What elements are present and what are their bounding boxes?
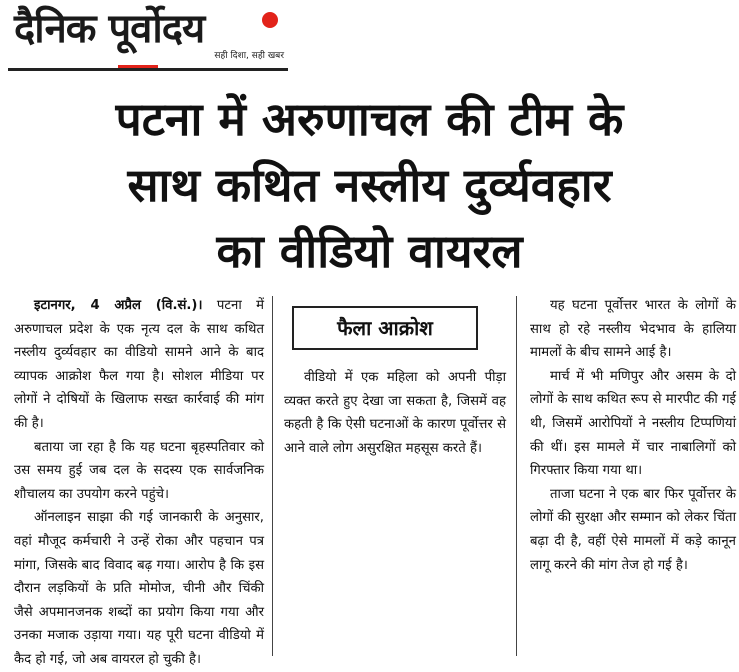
headline-line-3: का वीडियो वायरल xyxy=(216,224,523,278)
article-paragraph: ताजा घटना ने एक बार फिर पूर्वोत्तर के लोगों की सुरक्षा और सम्मान को लेकर चिंता बढ़ा दी है, वहीं ऐसे मामलों में कड़े कानून लागू करने की मांग तेज हो गई है। xyxy=(530,486,736,573)
column-divider xyxy=(272,296,273,656)
article-paragraph: मार्च में भी मणिपुर और असम के दो लोगों के साथ कथित रूप से मारपीट की गई थी, जिसमें आरोपियों ने नस्लीय टिप्पणियां की थीं। इस मामले में चार नाबालिगों को गिरफ्तार किया गया था। xyxy=(530,368,736,479)
article-paragraph: बताया जा रहा है कि यह घटना बृहस्पतिवार को उस समय हुई जब दल के सदस्य एक सार्वजनिक शौचालय का उपयोग करने पहुंचे। xyxy=(14,439,264,502)
newspaper-name: दैनिक पूर्वोदय xyxy=(14,6,205,52)
column-divider xyxy=(516,296,517,656)
article-paragraph: वीडियो में एक महिला को अपनी पीड़ा व्यक्त करते हुए देखा जा सकता है, जिसमें वह कहती है कि ऐसी घटनाओं के कारण पूर्वोत्तर से आने वाले लोग असुरक्षित महसूस करते हैं। xyxy=(284,370,506,456)
masthead xyxy=(8,4,288,71)
headline-line-2: साथ कथित नस्लीय दुर्व्यवहार xyxy=(127,158,612,212)
article-paragraph: यह घटना पूर्वोत्तर भारत के लोगों के साथ हो रहे नस्लीय भेदभाव के हालिया मामलों के बीच सामने आई है। xyxy=(530,298,736,361)
article-column-2 xyxy=(284,294,506,656)
newspaper-tagline: सही दिशा, सही खबर xyxy=(214,51,284,61)
article-column-1 xyxy=(14,294,264,667)
masthead-accent-rule xyxy=(118,65,158,68)
headline-line-1: पटना में अरुणाचल की टीम के xyxy=(115,92,624,146)
paragraph-text: पटना में अरुणाचल प्रदेश के एक नृत्य दल के साथ कथित नस्लीय दुर्व्यवहार का वीडियो सामने आने के बाद व्यापक आक्रोश फैल गया है। सोशल मीडिया पर लोगों ने दोषियों के खिलाफ सख्त कार्रवाई की मांग की है। xyxy=(14,298,264,431)
article-column-3 xyxy=(530,294,736,656)
dateline: इटानगर, 4 अप्रैल (वि.सं.)। xyxy=(34,298,203,313)
subheading-box: फैला आक्रोश xyxy=(292,306,478,350)
article-paragraph xyxy=(14,294,264,436)
article-paragraph: ऑनलाइन साझा की गई जानकारी के अनुसार, वहां मौजूद कर्मचारी ने उन्हें रोका और पहचान पत्र मांगा, जिसके बाद विवाद बढ़ गया। आरोप है कि इस दौरान लड़कियों के प्रति मोमोज, चीनी और चिंकी जैसे अपमानजनक शब्दों का प्रयोग किया गया और उनका मजाक उड़ाया गया। यह पूरी घटना वीडियो में कैद हो गई, जो अब वायरल हो चुकी है। xyxy=(14,510,264,667)
logo-dot-icon xyxy=(262,12,278,28)
headline xyxy=(0,86,739,284)
